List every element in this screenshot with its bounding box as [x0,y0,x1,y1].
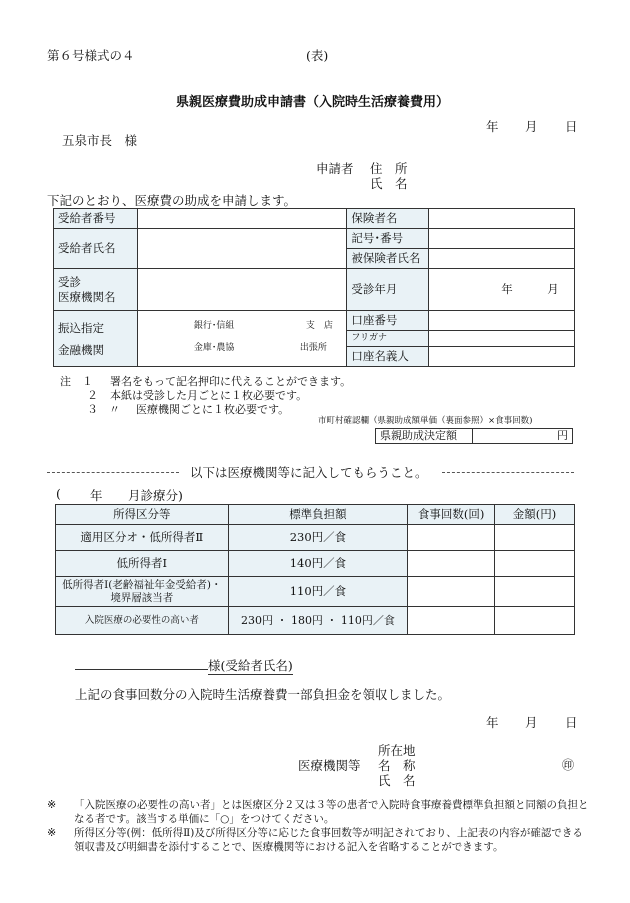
period-year: 年 [90,488,103,503]
decision-amount-label: 県親助成決定額 [376,429,473,444]
date-day: 日 [565,119,578,134]
meal-header-amount: 金額(円) [495,505,575,525]
date-year: 年 [486,119,499,134]
date-month: 月 [525,119,538,134]
meal-header-standard: 標準負担額 [228,505,408,525]
clinic-name-field[interactable] [137,269,347,311]
meal-row-amount-field[interactable] [495,525,575,551]
branch-type-1: 支 店 [305,321,333,331]
recipient-name-label: 受給者氏名 [54,229,138,269]
meal-row-amount-field[interactable] [495,551,575,577]
institution-name-label: 名 称 [378,758,416,773]
meal-row-category: 低所得者Ⅰ(老齢福祉年金受給者)・境界層該当者 [56,577,229,607]
meal-row-standard: 230円 ・ 180円 ・ 110円／食 [228,607,408,635]
seal-icon: ㊞ [562,758,575,772]
receipt-date-year: 年 [486,715,499,730]
recipient-number-label: 受給者番号 [54,209,138,229]
transfer-label-line1: 振込指定 [58,320,104,335]
account-holder-label: 口座名義人 [347,347,429,367]
note-1-label: 注 １ [60,375,93,388]
footnote-1-text: 「入院医療の必要性の高い者」とは医療区分２又は３等の患者で入院時食事療養費標準負担額と同額の負担となる者です。該当する単価に「○」をつけてください。 [74,799,589,825]
insurer-name-field[interactable] [429,209,575,229]
note-3-text: 医療機関ごとに１枚必要です。 [136,403,290,416]
divider-right [442,472,574,473]
meal-header-category: 所得区分等 [56,505,229,525]
meal-header-count: 食事回数(回) [408,505,495,525]
transfer-label [54,311,138,367]
visit-month-label: 受診年月 [347,269,429,311]
note-2-text: 本紙は受診した月ごとに１枚必要です。 [110,389,308,402]
insurer-name-label: 保険者名 [347,209,429,229]
symbol-number-field[interactable] [429,229,575,249]
institution-person-label: 氏 名 [378,773,416,788]
meal-row-category: 適用区分オ・低所得者Ⅱ [56,525,229,551]
recipient-name-field[interactable] [137,229,347,269]
applicant-label: 申請者 [316,161,354,176]
clinic-label-line2: 医療機関名 [58,289,116,304]
meal-row-count-field[interactable] [408,577,495,607]
side-label: (表) [306,48,329,63]
meal-row-amount-field[interactable] [495,577,575,607]
note-3-label: ３ 〃 [87,403,120,416]
decision-amount-box [375,428,573,444]
meal-row-category: 入院医療の必要性の高い者 [56,607,229,635]
municipal-check-title: 市町村確認欄（県親助成額単価（裏面参照）×食事回数) [318,416,533,426]
insured-name-label: 被保険者氏名 [347,249,429,269]
footnote-1-mark: ※ [47,798,57,811]
recipient-number-field[interactable] [137,209,347,229]
visit-month-field[interactable] [429,269,575,311]
receipt-date-month: 月 [525,715,538,730]
meal-row-count-field[interactable] [408,551,495,577]
meal-table [55,504,575,635]
application-table [53,208,575,367]
insured-name-field[interactable] [429,249,575,269]
furigana-label: フリガナ [347,331,429,347]
clinic-label [54,269,138,311]
addressee: 五泉市長 様 [62,133,138,148]
symbol-number-label: 記号･番号 [347,229,429,249]
note-1-text: 署名をもって記名押印に代えることができます。 [110,375,352,388]
footnote-2-text: 所得区分等(例：低所得Ⅱ)及び所得区分等に応じた食事回数等が明記されており、上記表の内容が確認できる領収書及び明細書を添付することで、医療機関等における記入を省略することができます。 [74,827,583,853]
recipient-suffix: 様(受給者氏名) [208,658,293,673]
bank-field[interactable] [137,311,347,367]
meal-row-standard: 230円／食 [228,525,408,551]
note-2-label: ２ [87,389,98,402]
meal-row-standard: 110円／食 [228,577,408,607]
visit-month-unit: 月 [547,282,559,296]
bank-type-1: 銀行･信組 [193,321,235,331]
visit-year-unit: 年 [501,282,513,296]
account-number-field[interactable] [429,311,575,331]
transfer-label-line2: 金融機関 [58,342,104,357]
furigana-field[interactable] [429,331,575,347]
divider-text: 以下は医療機関等に記入してもらうこと。 [190,465,428,480]
decision-amount-field[interactable]: 円 [473,429,573,444]
meal-row-count-field[interactable] [408,525,495,551]
footnote-2-mark: ※ [47,826,57,839]
institution-label: 医療機関等 [298,758,361,773]
applicant-name-label: 氏 名 [370,176,408,191]
receipt-date-day: 日 [565,715,578,730]
period-month: 月診療分) [128,488,183,503]
bank-type-2: 金庫･農協 [193,343,235,353]
intro-text: 下記のとおり、医療費の助成を申請します。 [47,193,297,208]
meal-row-standard: 140円／食 [228,551,408,577]
receipt-statement: 上記の食事回数分の入院時生活療養費一部負担金を領収しました。 [75,687,451,702]
meal-row-count-field[interactable] [408,607,495,635]
page-title: 県親医療費助成申請書（入院時生活療養費用） [176,95,450,110]
account-holder-field[interactable] [429,347,575,367]
applicant-address-label: 住 所 [370,161,408,176]
account-number-label: 口座番号 [347,311,429,331]
institution-location-label: 所在地 [378,743,416,758]
meal-row-amount-field[interactable] [495,607,575,635]
period-open: ( [56,486,61,501]
meal-row-category: 低所得者Ⅰ [56,551,229,577]
divider-left [47,472,179,473]
recipient-name-line[interactable] [75,669,208,670]
clinic-label-line1: 受診 [58,274,81,289]
branch-type-2: 出張所 [299,343,327,353]
form-number: 第６号様式の４ [47,48,135,63]
